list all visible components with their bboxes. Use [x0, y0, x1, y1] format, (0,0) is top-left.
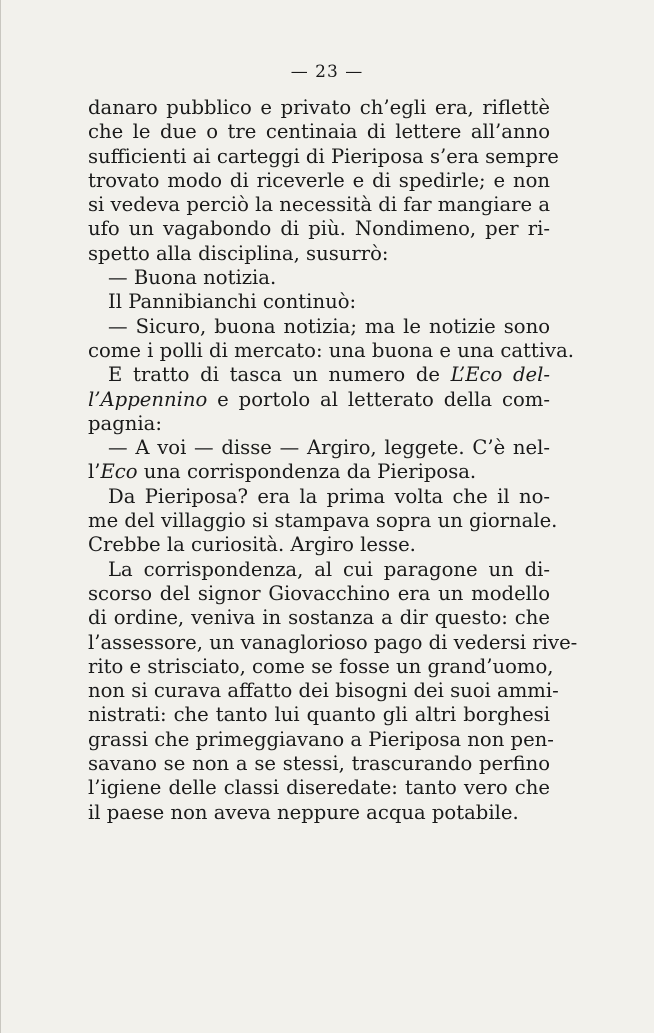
text-line: grassi che primeggiavano a Pieriposa non pen-: [88, 727, 554, 751]
text-line: rito e strisciato, come se fosse un grand’uomo,: [88, 654, 554, 678]
text-line: nistrati: che tanto lui quanto gli altri borghesi: [88, 703, 550, 727]
text-line: l’Appennino e portolo al letterato della com-: [88, 387, 550, 411]
text-line: scorso del signor Giovacchino era un modello: [88, 581, 550, 605]
body-text: [88, 96, 578, 825]
text-line: l’assessore, un vanaglorioso pago di vedersi rive-: [88, 630, 578, 654]
text-line: savano se non a se stessi, trascurando perfino: [88, 752, 550, 776]
text-line: Da Pieriposa? era la prima volta che il no-: [108, 484, 550, 508]
text-line: il paese non aveva neppure acqua potabile.: [88, 800, 519, 824]
text-line: come i polli di mercato: una buona e una cattiva.: [88, 338, 575, 362]
text-line: trovato modo di riceverle e di spedirle; e non: [88, 168, 550, 192]
page-number: — 23 —: [290, 62, 364, 82]
text-line: che le due o tre centinaia di lettere all’anno: [88, 120, 550, 144]
text-line: si vedeva perciò la necessità di far mangiare a: [88, 193, 551, 217]
text-line: spetto alla disciplina, susurrò:: [88, 241, 389, 265]
text-line: non si curava affatto dei bisogni dei suoi ammi-: [88, 679, 559, 703]
page-edge: [0, 0, 1, 1033]
text-line: — Sicuro, buona notizia; ma le notizie sono: [108, 314, 550, 338]
text-line: danaro pubblico e privato ch’egli era, riflettè: [88, 96, 550, 119]
text-line: sufficienti ai carteggi di Pieriposa s’era sempre: [88, 144, 559, 168]
text-line: Il Pannibianchi continuò:: [108, 290, 357, 314]
text-line: — A voi — disse — Argiro, leggete. C’è nel-: [108, 436, 550, 460]
text-line: pagnia:: [88, 411, 162, 435]
text-line: E tratto di tasca un numero de L’Eco del-: [108, 363, 550, 387]
text-line: La corrispondenza, al cui paragone un di-: [108, 557, 550, 581]
text-line: Crebbe la curiosità. Argiro lesse.: [88, 533, 416, 557]
text-line: — Buona notizia.: [108, 266, 277, 290]
text-line: ufo un vagabondo di più. Nondimeno, per ri-: [88, 217, 550, 241]
text-line: di ordine, veniva in sostanza a dir questo: che: [88, 606, 550, 630]
text-line: me del villaggio si stampava sopra un giornale.: [88, 509, 558, 533]
text-line: l’Eco una corrispondenza da Pieriposa.: [88, 460, 477, 484]
text-line: l’igiene delle classi diseredate: tanto vero che: [88, 776, 550, 800]
